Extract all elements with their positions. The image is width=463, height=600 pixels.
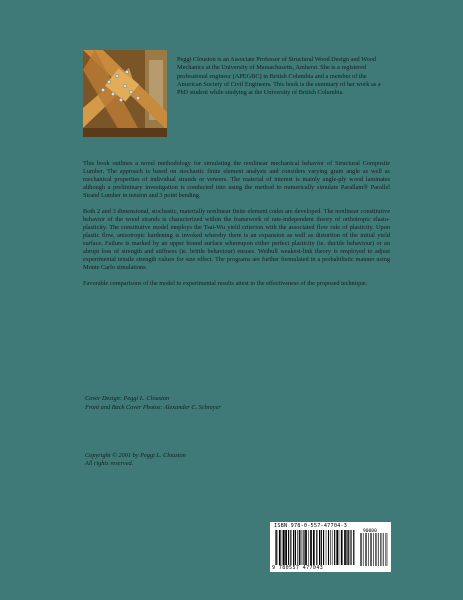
barcode-bar xyxy=(360,533,361,566)
barcode-bar xyxy=(299,530,300,566)
copyright-notice xyxy=(85,452,345,468)
barcode-bar xyxy=(282,530,283,566)
barcode-bar xyxy=(293,530,294,566)
author-bio: Peggi Clouston is an Associate Professor of Structural Wood Design and Wood Mechanics at the University of Massachusetts, Amherst. She is a registered professional engineer (APEGBC) in British Columbia and a member of the American Society of Civil Engineers. This book is the summary of her work as a PhD student while studying at the University of British Columbia. xyxy=(177,56,381,97)
barcode-bar xyxy=(386,533,387,566)
barcode-bar xyxy=(353,530,354,566)
barcode-bar xyxy=(366,533,367,566)
barcode-bar xyxy=(348,530,349,566)
barcode-bar xyxy=(382,533,383,566)
isbn-text: ISBN 978-0-557-47704-3 xyxy=(274,523,348,529)
description-paragraph: Both 2 and 3 dimensional, stochastic, materially nonlinear finite element codes are developed. The nonlinear constitutive behavior of the wood strands is characterized within the framework of rate-independent theory of orthotropic elasto-plasticity. The constitutive model employs the Tsai-Wu yield criterion with the associated flow rule of plasticity. Upon plastic flow, anisotropic hardening is invoked whereby there is an expansion as well as distortion of the initial yield surface. Failure is marked by an upper bound surface whereupon either perfect plasticity (ie. ductile behaviour) or an abrupt loss of strength and stiffness (ie. brittle behaviour) ensues. Weibull weakest-link theory is employed to adjust experimental tensile strength values for size effect. The programs are further formulated in a probabilistic manner using Monte Carlo simulations. xyxy=(83,208,390,271)
barcode-bar xyxy=(371,533,372,566)
barcode-bar xyxy=(380,533,381,566)
barcode-bar xyxy=(303,530,304,566)
barcode-bar xyxy=(295,530,296,566)
barcode-bar xyxy=(302,530,303,566)
barcode-bar xyxy=(344,530,346,566)
barcode-bar xyxy=(383,533,384,566)
barcode-bar xyxy=(276,530,277,566)
addon-barcode-bars xyxy=(359,533,389,566)
barcode-bar xyxy=(321,530,322,566)
cover-credits xyxy=(85,395,345,412)
barcode-bar xyxy=(378,533,379,566)
barcode-bar xyxy=(330,530,331,566)
barcode-bar xyxy=(310,530,312,566)
isbn-barcode xyxy=(270,522,391,572)
book-description xyxy=(83,160,390,296)
timber-joint-photo xyxy=(83,50,167,137)
barcode-bar xyxy=(290,530,291,566)
barcode-bar xyxy=(305,530,307,566)
ean-barcode-bars xyxy=(274,530,356,566)
cover-photo-credit: Front and Back Cover Photos: Alexander C. Schreyer xyxy=(85,403,221,411)
barcode-bar xyxy=(363,533,364,566)
barcode-bar xyxy=(361,533,362,566)
barcode-bar xyxy=(365,533,366,566)
author-photo xyxy=(83,50,167,137)
rights-line: All rights reserved. xyxy=(85,460,134,468)
barcode-bar xyxy=(283,530,285,566)
barcode-bar xyxy=(279,530,281,566)
barcode-bar xyxy=(316,530,317,566)
barcode-bar xyxy=(370,533,371,566)
barcode-bar xyxy=(328,530,329,566)
barcode-bar xyxy=(313,530,315,566)
barcode-bar xyxy=(346,530,347,566)
barcode-bar xyxy=(332,530,333,566)
barcode-bar xyxy=(285,530,287,566)
barcode-bar xyxy=(336,530,338,566)
barcode-bar xyxy=(319,530,320,566)
barcode-bar xyxy=(308,530,309,566)
barcode-bar xyxy=(275,530,276,566)
copyright-line: Copyright © 2001 by Peggi L. Clouston xyxy=(85,452,186,459)
barcode-bar xyxy=(334,530,335,566)
barcode-bar xyxy=(339,530,340,566)
barcode-bar xyxy=(297,530,298,566)
barcode-bar xyxy=(288,530,289,566)
barcode-bar xyxy=(301,530,302,566)
barcode-bar xyxy=(341,530,343,566)
barcode-bar xyxy=(377,533,378,566)
barcode-bar xyxy=(387,533,388,566)
barcode-bar xyxy=(326,530,327,566)
addon-code: 90000 xyxy=(363,529,377,534)
description-paragraph: Favorable comparisons of the model to experimental results attest to the effectiveness of the proposed technique. xyxy=(83,280,368,287)
barcode-bar xyxy=(375,533,376,566)
barcode-bar xyxy=(373,533,374,566)
cover-design-credit: Cover Design: Peggi L. Clouston xyxy=(85,395,170,402)
barcode-bar xyxy=(323,530,324,566)
ean-digits: 9 780557 477043 xyxy=(272,565,358,571)
description-paragraph: This book outlines a novel methodology for simulating the nonlinear mechanical behavior of Structural Composite Lumber. The approach is based on stochastic finite element analysis and considers varying grain angle as well as mechanical properties of individual strands or veneers. The material of interest is mainly angle-ply wood laminates although a preliminary investigation is conducted into using the method to numerically simulate Parallam® Parallel Strand Lumber in tension and 3 point bending. xyxy=(83,160,390,199)
barcode-bar xyxy=(350,530,351,566)
barcode-bar xyxy=(368,533,369,566)
